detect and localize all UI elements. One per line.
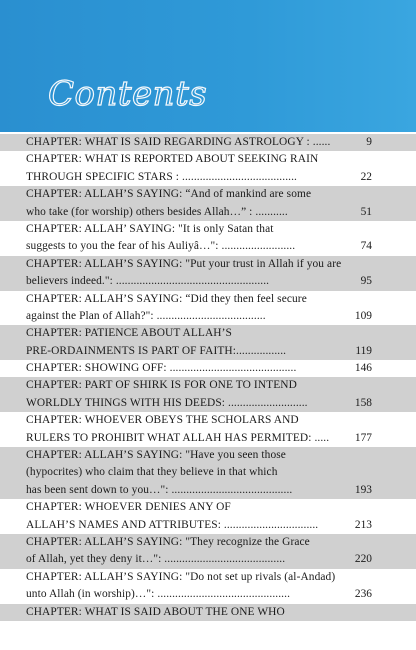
toc-row[interactable] bbox=[0, 273, 416, 290]
toc-entry-text: believers indeed.": .................................................... bbox=[26, 275, 270, 288]
toc-entry-text: RULERS TO PROHIBIT WHAT ALLAH HAS PERMITED: ..... bbox=[26, 431, 330, 444]
toc-row[interactable] bbox=[0, 464, 416, 481]
toc-entry-text: who take (for worship) others besides Allah…” : ........... bbox=[26, 205, 288, 218]
toc-page-number: 51 bbox=[360, 205, 372, 218]
toc-row[interactable] bbox=[0, 151, 416, 168]
toc-row[interactable] bbox=[0, 134, 416, 151]
toc-entry-text: CHAPTER: ALLAH’S SAYING: “Did they then feel secure bbox=[26, 292, 307, 305]
toc-entry-text: unto Allah (in worship)…": ............................................. bbox=[26, 588, 291, 601]
toc-row[interactable] bbox=[0, 604, 416, 621]
toc-entry-text: PRE-ORDAINMENTS IS PART OF FAITH:................. bbox=[26, 344, 287, 357]
toc-row[interactable] bbox=[0, 256, 416, 273]
toc-page-number: 220 bbox=[354, 553, 372, 566]
toc-entry-text: (hypocrites) who claim that they believe in that which bbox=[26, 466, 278, 479]
toc-entry-text: THROUGH SPECIFIC STARS : ....................................... bbox=[26, 170, 297, 183]
toc-entry-text: suggests to you the fear of his Auliyâ…": ......................... bbox=[26, 240, 296, 253]
toc-row[interactable] bbox=[0, 395, 416, 412]
toc-row[interactable] bbox=[0, 204, 416, 221]
toc-entry-text: CHAPTER: SHOWING OFF: ........................................... bbox=[26, 362, 297, 375]
contents-title: Contents bbox=[48, 74, 208, 114]
toc-row[interactable] bbox=[0, 499, 416, 516]
toc-row[interactable] bbox=[0, 586, 416, 603]
toc-row[interactable] bbox=[0, 308, 416, 325]
toc-entry-text: CHAPTER: WHAT IS REPORTED ABOUT SEEKING RAIN bbox=[26, 153, 319, 166]
toc-row[interactable] bbox=[0, 377, 416, 394]
toc-entry-text: CHAPTER: ALLAH’S SAYING: "Put your trust in Allah if you are bbox=[26, 257, 342, 270]
toc-page-number: 22 bbox=[360, 170, 372, 183]
toc-entry-text: CHAPTER: ALLAH’S SAYING: "Have you seen those bbox=[26, 449, 286, 462]
toc-entry-text: CHAPTER: WHOEVER DENIES ANY OF bbox=[26, 501, 231, 514]
toc-page-number: 146 bbox=[354, 362, 372, 375]
toc-entry-text: CHAPTER: ALLAH’ SAYING: "It is only Satan that bbox=[26, 222, 274, 235]
contents-list bbox=[0, 134, 416, 621]
toc-entry-text: ALLAH’S NAMES AND ATTRIBUTES: ................................ bbox=[26, 518, 319, 531]
toc-page-number: 213 bbox=[354, 518, 372, 531]
toc-entry-text: WORLDLY THINGS WITH HIS DEEDS: ........................... bbox=[26, 396, 308, 409]
toc-entry-text: CHAPTER: ALLAH’S SAYING: "They recognize the Grace bbox=[26, 535, 310, 548]
toc-entry-text: CHAPTER: PART OF SHIRK IS FOR ONE TO INTEND bbox=[26, 379, 297, 392]
toc-row[interactable] bbox=[0, 412, 416, 429]
toc-row[interactable] bbox=[0, 569, 416, 586]
toc-page-number: 177 bbox=[354, 431, 372, 444]
toc-page-number: 119 bbox=[355, 344, 372, 357]
toc-row[interactable] bbox=[0, 186, 416, 203]
toc-page-number: 193 bbox=[354, 483, 372, 496]
toc-row[interactable] bbox=[0, 551, 416, 568]
toc-row[interactable] bbox=[0, 534, 416, 551]
toc-page-number: 95 bbox=[360, 275, 372, 288]
toc-row[interactable] bbox=[0, 343, 416, 360]
toc-row[interactable] bbox=[0, 221, 416, 238]
toc-page-number: 236 bbox=[354, 588, 372, 601]
contents-header-band bbox=[0, 0, 416, 132]
toc-entry-text: CHAPTER: PATIENCE ABOUT ALLAH’S bbox=[26, 327, 232, 340]
toc-row[interactable] bbox=[0, 360, 416, 377]
toc-page-number: 74 bbox=[360, 240, 372, 253]
toc-entry-text: against the Plan of Allah?": ..................................... bbox=[26, 309, 266, 322]
toc-entry-text: CHAPTER: WHAT IS SAID REGARDING ASTROLOGY : ...... bbox=[26, 136, 331, 148]
toc-entry-text: of Allah, yet they deny it…": ......................................... bbox=[26, 553, 286, 566]
toc-page-number: 109 bbox=[354, 309, 372, 322]
toc-row[interactable] bbox=[0, 517, 416, 534]
toc-row[interactable] bbox=[0, 238, 416, 255]
toc-entry-text: CHAPTER: WHAT IS SAID ABOUT THE ONE WHO bbox=[26, 605, 285, 618]
toc-entry-text: CHAPTER: WHOEVER OBEYS THE SCHOLARS AND bbox=[26, 414, 299, 427]
toc-row[interactable] bbox=[0, 482, 416, 499]
toc-entry-text: CHAPTER: ALLAH’S SAYING: “And of mankind are some bbox=[26, 188, 312, 201]
toc-row[interactable] bbox=[0, 447, 416, 464]
toc-row[interactable] bbox=[0, 169, 416, 186]
toc-page-number: 9 bbox=[366, 136, 372, 148]
toc-row[interactable] bbox=[0, 291, 416, 308]
toc-row[interactable] bbox=[0, 430, 416, 447]
toc-entry-text: has been sent down to you…": ......................................... bbox=[26, 483, 293, 496]
toc-page-number: 158 bbox=[354, 396, 372, 409]
toc-row[interactable] bbox=[0, 325, 416, 342]
toc-entry-text: CHAPTER: ALLAH’S SAYING: "Do not set up rivals (al-Andad) bbox=[26, 570, 336, 583]
